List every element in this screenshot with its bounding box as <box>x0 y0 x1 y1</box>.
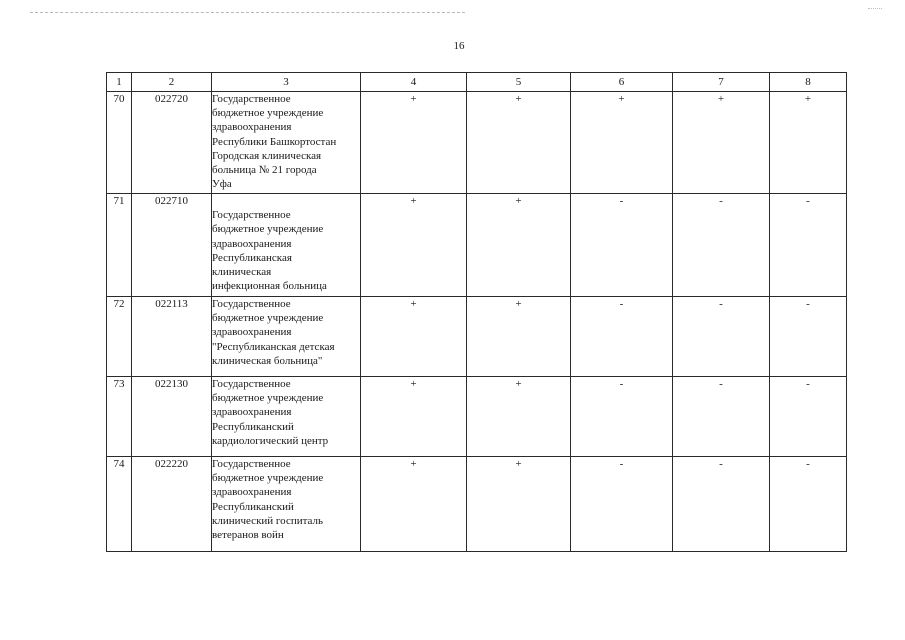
table-row <box>107 297 847 377</box>
institution-code: 022113 <box>132 297 212 377</box>
name-line: Государственное <box>212 209 291 222</box>
name-line: Республиканский <box>212 420 294 433</box>
name-line: бюджетное учреждение <box>212 472 324 485</box>
name-line: кардиологический центр <box>212 434 329 447</box>
column-header: 6 <box>571 73 673 92</box>
name-line: бюджетное учреждение <box>212 312 324 325</box>
mark-cell: - <box>571 457 673 552</box>
row-number: 72 <box>107 297 132 377</box>
institution-name <box>212 377 361 457</box>
table-row <box>107 92 847 194</box>
name-line: бюджетное учреждение <box>212 107 324 120</box>
name-line: Государственное <box>212 298 291 310</box>
column-header: 3 <box>212 73 361 92</box>
name-line: Республиканский <box>212 500 294 513</box>
name-line: ветеранов войн <box>212 529 284 542</box>
mark-cell: - <box>673 194 770 297</box>
mark-cell: + <box>467 297 571 377</box>
mark-cell: - <box>770 377 847 457</box>
mark-cell: - <box>673 377 770 457</box>
name-line: Государственное <box>212 458 291 470</box>
name-line: здравоохранения <box>212 326 292 339</box>
institutions-table <box>106 72 847 552</box>
name-line: бюджетное учреждение <box>212 392 324 405</box>
column-header: 8 <box>770 73 847 92</box>
row-number: 73 <box>107 377 132 457</box>
table-row <box>107 194 847 297</box>
institution-code: 022220 <box>132 457 212 552</box>
mark-cell: - <box>770 194 847 297</box>
institution-code: 022720 <box>132 92 212 194</box>
name-line: здравоохранения <box>212 406 292 419</box>
mark-cell: + <box>571 92 673 194</box>
name-line: здравоохранения <box>212 121 292 134</box>
page-number: 16 <box>453 40 465 52</box>
table-row <box>107 377 847 457</box>
row-number: 70 <box>107 92 132 194</box>
institution-name <box>212 194 361 297</box>
mark-cell: + <box>361 457 467 552</box>
name-line: больница № 21 города <box>212 164 317 177</box>
mark-cell: + <box>467 194 571 297</box>
mark-cell: - <box>673 297 770 377</box>
column-header: 1 <box>107 73 132 92</box>
institution-code: 022710 <box>132 194 212 297</box>
mark-cell: - <box>571 194 673 297</box>
row-number: 71 <box>107 194 132 297</box>
name-line: Республиканская <box>212 251 292 264</box>
column-header: 5 <box>467 73 571 92</box>
name-line: инфекционная больница <box>212 280 327 293</box>
name-line: Государственное <box>212 93 291 105</box>
name-line: здравоохранения <box>212 237 292 250</box>
mark-cell: - <box>571 297 673 377</box>
mark-cell: + <box>361 377 467 457</box>
mark-cell: - <box>673 457 770 552</box>
institution-name <box>212 457 361 552</box>
mark-cell: + <box>361 194 467 297</box>
mark-cell: + <box>467 377 571 457</box>
top-scan-rule <box>30 12 465 13</box>
mark-cell: + <box>361 297 467 377</box>
table-row <box>107 457 847 552</box>
column-header: 2 <box>132 73 212 92</box>
mark-cell: - <box>571 377 673 457</box>
mark-cell: - <box>770 457 847 552</box>
institution-code: 022130 <box>132 377 212 457</box>
name-line: клинический госпиталь <box>212 514 324 527</box>
name-line: клиническая больница" <box>212 354 323 367</box>
name-line: бюджетное учреждение <box>212 223 324 236</box>
name-line <box>212 194 360 208</box>
name-line: Уфа <box>212 178 232 191</box>
name-line: "Республиканская детская <box>212 340 335 353</box>
name-line: Государственное <box>212 378 291 390</box>
name-line: клиническая <box>212 266 272 278</box>
top-scan-mark <box>868 8 882 9</box>
name-line: здравоохранения <box>212 486 292 499</box>
mark-cell: + <box>467 457 571 552</box>
column-header: 7 <box>673 73 770 92</box>
name-line: Республики Башкортостан <box>212 135 337 148</box>
column-header: 4 <box>361 73 467 92</box>
institution-name <box>212 297 361 377</box>
mark-cell: + <box>770 92 847 194</box>
row-number: 74 <box>107 457 132 552</box>
name-line: Городская клиническая <box>212 149 322 162</box>
mark-cell: + <box>361 92 467 194</box>
mark-cell: + <box>673 92 770 194</box>
mark-cell: - <box>770 297 847 377</box>
institution-name <box>212 92 361 194</box>
mark-cell: + <box>467 92 571 194</box>
table-header-row <box>107 73 847 92</box>
